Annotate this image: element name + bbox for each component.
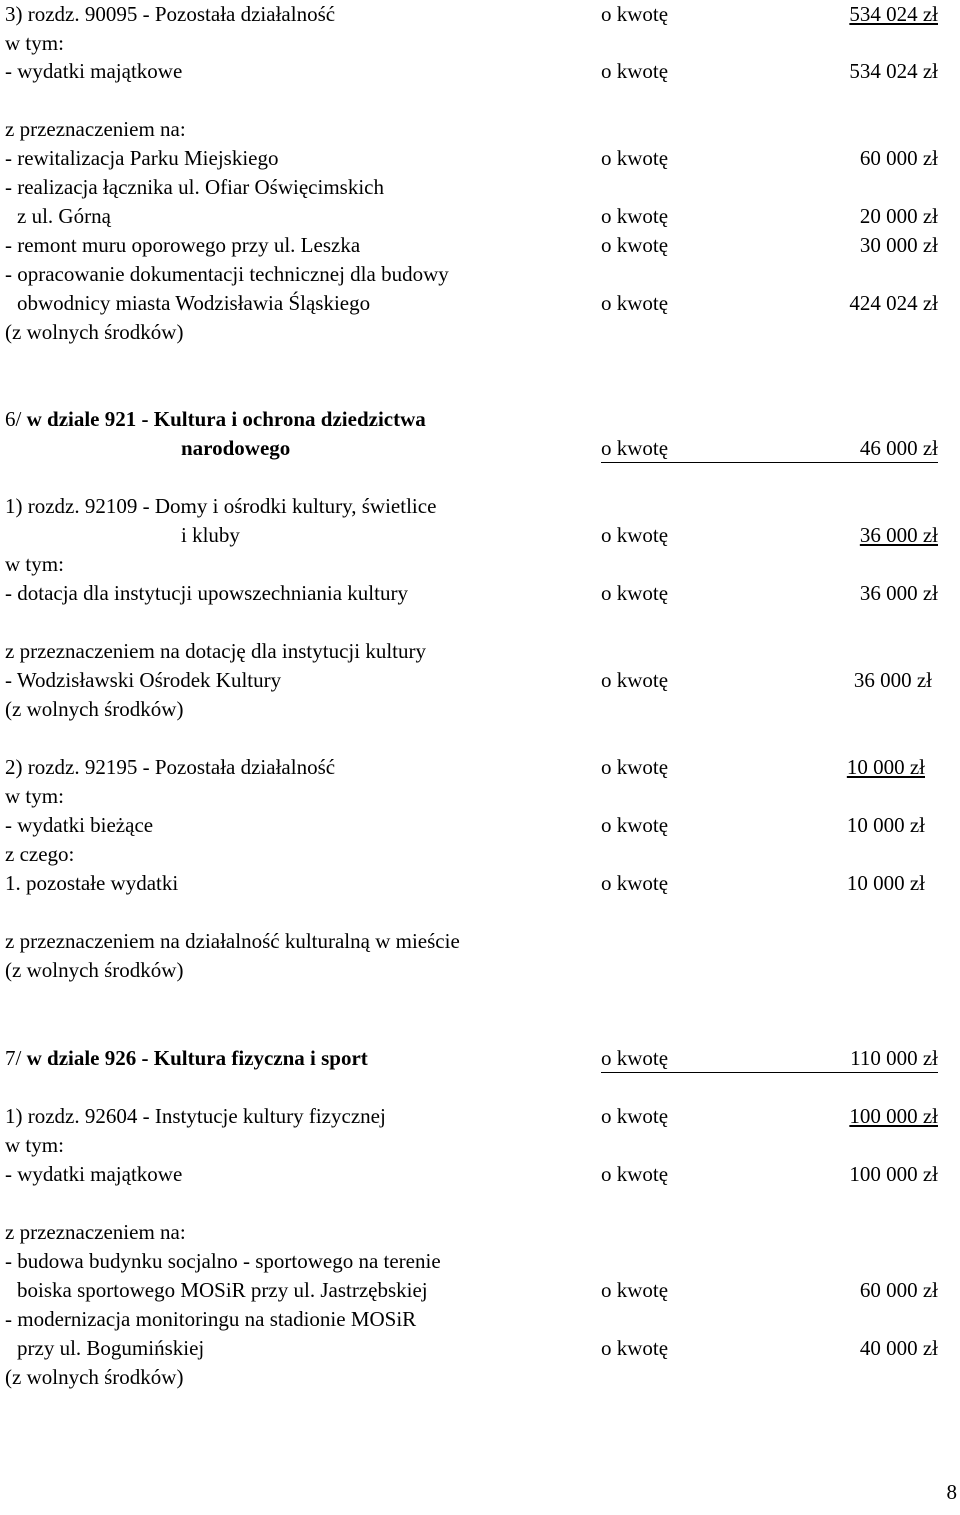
w-tym-label: w tym: xyxy=(5,784,64,808)
funding-note: (z wolnych środków) xyxy=(5,697,184,721)
item-label: - wydatki bieżące xyxy=(5,813,154,837)
item-label-continued: obwodnicy miasta Wodzisławia Śląskiego xyxy=(17,291,371,315)
item-amount: 424 024 zł xyxy=(849,291,938,315)
item-label: - modernizacja monitoringu na stadionie MOSiR xyxy=(5,1307,417,1331)
section-title-continued: narodowego xyxy=(181,436,291,460)
amount-label: o kwotę xyxy=(601,436,669,460)
w-tym-label: w tym: xyxy=(5,1133,64,1157)
item-label: 1. pozostałe wydatki xyxy=(5,871,179,895)
item-amount: 36 000 zł xyxy=(853,668,932,692)
item-amount: 10 000 zł xyxy=(846,813,925,837)
purpose-label: z przeznaczeniem na działalność kulturalną w mieście xyxy=(5,929,460,953)
item-amount: 20 000 zł xyxy=(859,204,938,228)
z-czego-label: z czego: xyxy=(5,842,75,866)
item-amount: 60 000 zł xyxy=(859,1278,938,1302)
item-label-continued: boiska sportowego MOSiR przy ul. Jastrzębskiej xyxy=(17,1278,428,1302)
amount-label: o kwotę xyxy=(601,755,669,779)
w-tym-label: w tym: xyxy=(5,31,64,55)
section-926-amount: 110 000 zł xyxy=(850,1046,938,1070)
chapter-92195-amount: 10 000 zł xyxy=(846,755,925,779)
purpose-label: z przeznaczeniem na: xyxy=(5,117,186,141)
funding-note: (z wolnych środków) xyxy=(5,1365,184,1389)
purpose-label: z przeznaczeniem na: xyxy=(5,1220,186,1244)
chapter-92109-amount: 36 000 zł xyxy=(859,523,938,547)
w-tym-label: w tym: xyxy=(5,552,64,576)
amount-label: o kwotę xyxy=(601,1046,669,1070)
chapter-92604-amount: 100 000 zł xyxy=(849,1104,938,1128)
section-title: w dziale 921 - Kultura i ochrona dziedzictwa xyxy=(26,407,426,431)
item-amount: 100 000 zł xyxy=(849,1162,938,1186)
funding-note: (z wolnych środków) xyxy=(5,958,184,982)
item-label: - opracowanie dokumentacji technicznej dla budowy xyxy=(5,262,449,286)
amount-label: o kwotę xyxy=(601,1162,669,1186)
item-amount: 60 000 zł xyxy=(859,146,938,170)
chapter-90095-amount: 534 024 zł xyxy=(849,2,938,26)
amount-label: o kwotę xyxy=(601,1104,669,1128)
item-label: - wydatki majątkowe xyxy=(5,1162,183,1186)
item-label: - rewitalizacja Parku Miejskiego xyxy=(5,146,279,170)
page-number: 8 xyxy=(946,1480,957,1504)
item-label: - wydatki majątkowe xyxy=(5,59,183,83)
item-label: - remont muru oporowego przy ul. Leszka xyxy=(5,233,361,257)
amount-label: o kwotę xyxy=(601,581,669,605)
amount-label: o kwotę xyxy=(601,813,669,837)
item-amount: 40 000 zł xyxy=(859,1336,938,1360)
item-label: - dotacja dla instytucji upowszechniania kultury xyxy=(5,581,408,605)
amount-label: o kwotę xyxy=(601,233,669,257)
funding-note: (z wolnych środków) xyxy=(5,320,184,344)
amount-label: o kwotę xyxy=(601,668,669,692)
section-title: w dziale 926 - Kultura fizyczna i sport xyxy=(26,1046,368,1070)
amount-label: o kwotę xyxy=(601,146,669,170)
chapter-90095-heading: 3) rozdz. 90095 - Pozostała działalność xyxy=(5,2,336,26)
chapter-heading-continued: i kluby xyxy=(181,523,240,547)
section-926-heading xyxy=(5,1044,368,1073)
item-label-continued: przy ul. Bogumińskiej xyxy=(17,1336,205,1360)
item-amount: 10 000 zł xyxy=(846,871,925,895)
item-label-continued: z ul. Górną xyxy=(17,204,111,228)
amount-label: o kwotę xyxy=(601,871,669,895)
amount-label: o kwotę xyxy=(601,1336,669,1360)
section-number: 7/ xyxy=(5,1046,27,1070)
item-label: - Wodzisławski Ośrodek Kultury xyxy=(5,668,282,692)
chapter-92195-heading: 2) rozdz. 92195 - Pozostała działalność xyxy=(5,755,336,779)
amount-label: o kwotę xyxy=(601,59,669,83)
amount-label: o kwotę xyxy=(601,291,669,315)
section-921-heading xyxy=(5,405,426,434)
amount-label: o kwotę xyxy=(601,204,669,228)
item-amount: 534 024 zł xyxy=(849,59,938,83)
item-amount: 36 000 zł xyxy=(859,581,938,605)
chapter-92604-heading: 1) rozdz. 92604 - Instytucje kultury fizycznej xyxy=(5,1104,386,1128)
amount-label: o kwotę xyxy=(601,1278,669,1302)
item-label: - realizacja łącznika ul. Ofiar Oświęcimskich xyxy=(5,175,384,199)
item-label: - budowa budynku socjalno - sportowego na terenie xyxy=(5,1249,441,1273)
amount-label: o kwotę xyxy=(601,523,669,547)
chapter-92109-heading: 1) rozdz. 92109 - Domy i ośrodki kultury, świetlice xyxy=(5,494,437,518)
section-number: 6/ xyxy=(5,407,27,431)
section-921-amount: 46 000 zł xyxy=(859,436,938,460)
amount-label: o kwotę xyxy=(601,2,669,26)
purpose-label: z przeznaczeniem na dotację dla instytucji kultury xyxy=(5,639,426,663)
item-amount: 30 000 zł xyxy=(859,233,938,257)
